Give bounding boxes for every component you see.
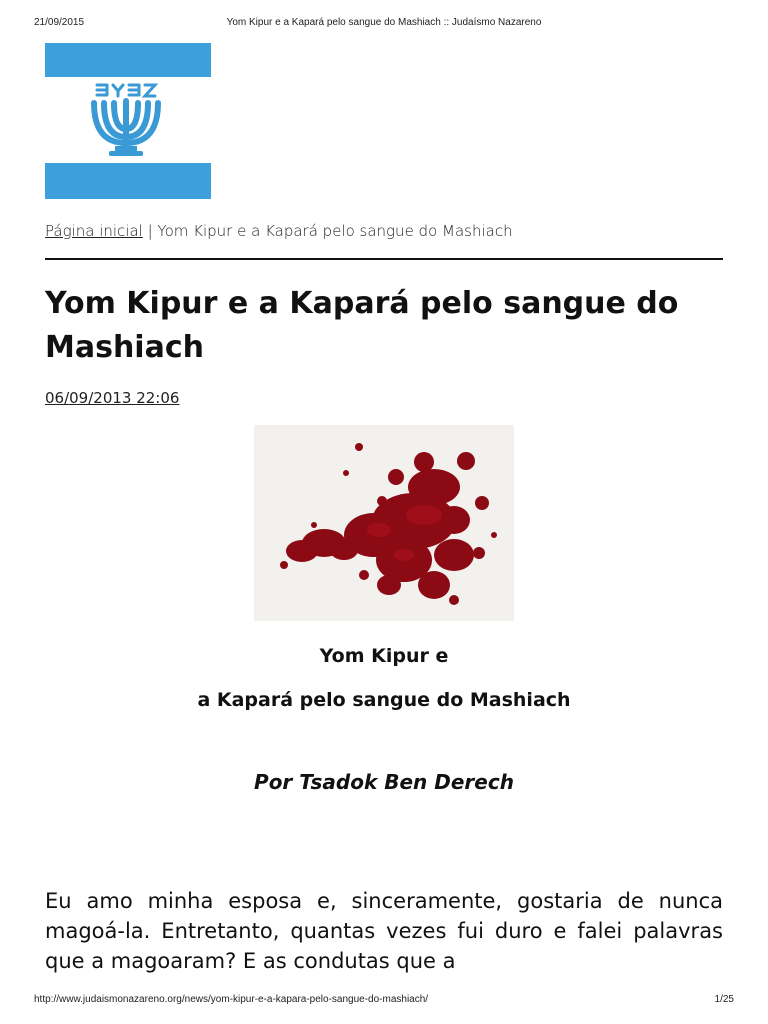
breadcrumb-separator: | [142,222,158,240]
menorah-logo-icon [45,43,211,199]
print-url: http://www.judaismonazareno.org/news/yom-kipur-e-a-kapara-pelo-sangue-do-mashiach/ [34,994,429,1005]
article-paragraph: Eu amo minha esposa e, sinceramente, gostaria de nunca magoá-la. Entretanto, quantas vezes fui duro e falei palavras que a magoaram? E as condutas que a [45,889,723,973]
article-image [254,425,514,621]
print-page-title: Yom Kipur e a Kapará pelo sangue do Mashiach :: Judaísmo Nazareno [226,17,542,28]
breadcrumb-current: Yom Kipur e a Kapará pelo sangue do Mashiach [157,222,513,240]
breadcrumb-home-link[interactable]: Página inicial [45,222,143,240]
post-date-link[interactable]: 06/09/2013 22:06 [45,389,180,407]
blood-splatter-image [254,425,514,621]
header-divider [45,258,723,260]
print-header [34,17,734,31]
author-byline: Por Tsadok Ben Derech [254,770,514,794]
breadcrumb [45,222,513,240]
article-heading-line2: a Kapará pelo sangue do Mashiach [197,689,571,711]
article-heading-line1: Yom Kipur e [319,645,449,667]
print-date: 21/09/2015 [34,17,85,28]
print-footer [34,994,734,1008]
article-title: Yom Kipur e a Kapará pelo sangue do Mashiach [45,286,679,365]
print-page-number: 1/25 [714,994,734,1005]
site-logo[interactable] [45,43,211,199]
